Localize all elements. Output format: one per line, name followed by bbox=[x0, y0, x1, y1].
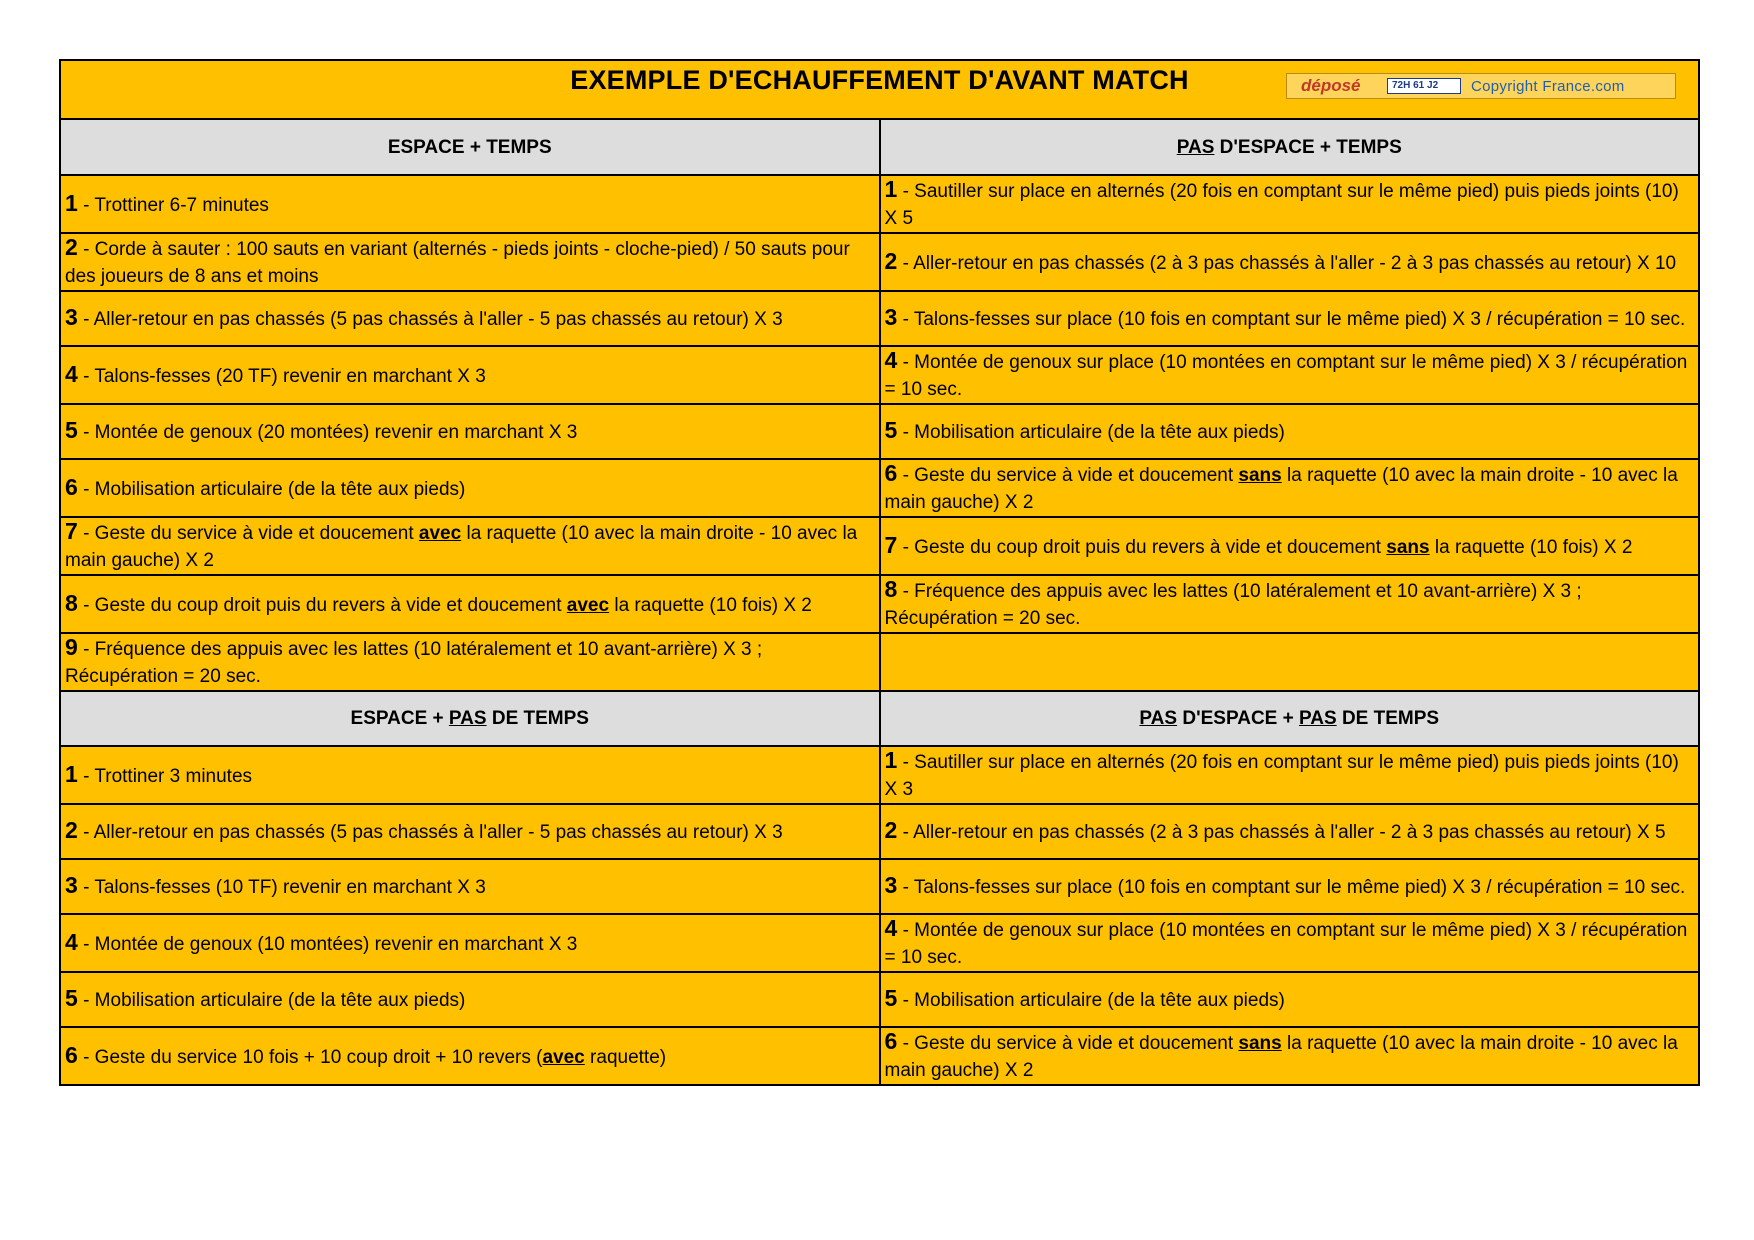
emphasis-avec: avec bbox=[418, 523, 462, 544]
item-number: 8 bbox=[65, 589, 78, 616]
item-text: - Geste du service 10 fois + 10 coup droit + 10 revers ( bbox=[77, 1046, 543, 1068]
item-text: - Sautiller sur place en alternés (20 fois en comptant sur le même pied) puis pieds joints (10) X 3 bbox=[884, 752, 1679, 800]
cell-right bbox=[880, 291, 1699, 346]
item-text: - Trottiner 3 minutes bbox=[77, 765, 253, 787]
item-text: - Montée de genoux sur place (10 montées en comptant sur le même pied) X 3 / récupération = 10 sec. bbox=[884, 920, 1688, 968]
emphasis-sans: sans bbox=[1386, 536, 1430, 558]
copyright-badge bbox=[1286, 73, 1676, 99]
item-number: 5 bbox=[884, 985, 898, 1011]
cell-left bbox=[61, 804, 880, 859]
header-pas-espace-pas-temps bbox=[880, 691, 1699, 746]
cell-left bbox=[61, 175, 880, 233]
item-number: 2 bbox=[65, 234, 78, 260]
section-header-row bbox=[61, 691, 1698, 746]
title-row bbox=[61, 61, 1698, 120]
item-number: 5 bbox=[65, 985, 78, 1011]
item-text: - Talons-fesses (20 TF) revenir en marchant X 3 bbox=[77, 365, 486, 387]
emphasis-sans: sans bbox=[1238, 465, 1282, 486]
cell-right bbox=[880, 175, 1699, 233]
cell-left bbox=[61, 459, 880, 517]
item-text: - Mobilisation articulaire (de la tête aux pieds) bbox=[77, 478, 466, 500]
cell-left bbox=[61, 291, 880, 346]
item-text: - Geste du coup droit puis du revers à vide et doucement bbox=[77, 594, 567, 616]
item-text: - Mobilisation articulaire (de la tête aux pieds) bbox=[77, 990, 466, 1011]
item-text: raquette) bbox=[584, 1046, 667, 1068]
cell-left bbox=[61, 859, 880, 914]
header-pas: PAS bbox=[1176, 136, 1215, 158]
cell-right bbox=[880, 404, 1699, 459]
cell-right bbox=[880, 859, 1699, 914]
badge-registration-code: 72H 61 J2 bbox=[1387, 78, 1461, 94]
item-number: 6 bbox=[65, 473, 78, 500]
cell-right bbox=[880, 233, 1699, 291]
item-text: - Aller-retour en pas chassés (2 à 3 pas chassés à l'aller - 2 à 3 pas chassés au retour) X 10 bbox=[897, 252, 1677, 274]
item-number: 7 bbox=[884, 531, 898, 558]
cell-left bbox=[61, 575, 880, 633]
header-pas: PAS bbox=[1139, 708, 1178, 729]
item-text: - Sautiller sur place en alternés (20 fois en comptant sur le même pied) puis pieds joints (10) X 5 bbox=[884, 181, 1679, 229]
cell-left bbox=[61, 746, 880, 804]
item-text: - Talons-fesses (10 TF) revenir en marchant X 3 bbox=[77, 877, 486, 898]
item-number: 6 bbox=[884, 1028, 898, 1054]
header-espace-temps bbox=[61, 120, 880, 175]
cell-right bbox=[880, 346, 1699, 404]
table-row bbox=[61, 291, 1698, 346]
badge-depose-label: déposé bbox=[1301, 76, 1361, 95]
item-number: 4 bbox=[65, 928, 78, 955]
cell-right bbox=[880, 972, 1699, 1027]
table-row bbox=[61, 633, 1698, 691]
section-header-row bbox=[61, 120, 1698, 175]
cell-left bbox=[61, 914, 880, 972]
table-row bbox=[61, 804, 1698, 859]
item-number: 5 bbox=[884, 417, 898, 443]
table-row bbox=[61, 346, 1698, 404]
item-number: 9 bbox=[65, 634, 78, 660]
item-text: - Aller-retour en pas chassés (2 à 3 pas chassés à l'aller - 2 à 3 pas chassés au retour) X 5 bbox=[897, 822, 1666, 843]
warmup-sheet bbox=[59, 59, 1700, 1086]
item-number: 1 bbox=[65, 760, 78, 787]
header-pas: PAS bbox=[448, 708, 487, 729]
item-text: la raquette (10 fois) X 2 bbox=[1429, 536, 1633, 558]
table-row bbox=[61, 233, 1698, 291]
item-text: - Montée de genoux sur place (10 montées en comptant sur le même pied) X 3 / récupération = 10 sec. bbox=[884, 352, 1688, 400]
page-title: EXEMPLE D'ECHAUFFEMENT D'AVANT MATCH bbox=[570, 65, 1189, 95]
item-number: 1 bbox=[884, 747, 898, 773]
item-text: - Corde à sauter : 100 sauts en variant (alternés - pieds joints - cloche-pied) / 50 sauts pour des joueurs de 8 ans et moins bbox=[65, 239, 850, 287]
cell-left bbox=[61, 633, 880, 691]
item-text: - Montée de genoux (10 montées) revenir en marchant X 3 bbox=[77, 933, 578, 955]
item-text: - Aller-retour en pas chassés (5 pas chassés à l'aller - 5 pas chassés au retour) X 3 bbox=[77, 822, 783, 843]
item-text: - Talons-fesses sur place (10 fois en comptant sur le même pied) X 3 / récupération = 10 sec. bbox=[897, 309, 1686, 330]
cell-right bbox=[880, 575, 1699, 633]
table-row bbox=[61, 859, 1698, 914]
item-number: 2 bbox=[884, 247, 898, 274]
header-text: D'ESPACE + TEMPS bbox=[1214, 136, 1402, 158]
header-pas: PAS bbox=[1299, 708, 1337, 729]
cell-right bbox=[880, 914, 1699, 972]
item-text: - Talons-fesses sur place (10 fois en comptant sur le même pied) X 3 / récupération = 10 sec. bbox=[897, 877, 1686, 898]
header-text: DE TEMPS bbox=[486, 708, 589, 729]
item-number: 3 bbox=[65, 304, 78, 330]
item-number: 3 bbox=[884, 872, 898, 898]
header-text: ESPACE + bbox=[350, 708, 449, 729]
item-number: 4 bbox=[884, 347, 898, 373]
cell-left bbox=[61, 517, 880, 575]
header-text: DE TEMPS bbox=[1336, 708, 1440, 729]
item-number: 4 bbox=[884, 915, 898, 941]
item-number: 6 bbox=[65, 1041, 78, 1068]
emphasis-sans: sans bbox=[1238, 1033, 1282, 1054]
cell-right bbox=[880, 459, 1699, 517]
item-text: - Geste du service à vide et doucement bbox=[77, 523, 419, 544]
warmup-table bbox=[61, 120, 1698, 1084]
item-text: - Geste du service à vide et doucement bbox=[897, 465, 1239, 486]
item-text: - Fréquence des appuis avec les lattes (10 latéralement et 10 avant-arrière) X 3 ; Récupération = 20 sec. bbox=[65, 639, 763, 687]
cell-right bbox=[880, 746, 1699, 804]
header-pas-espace-temps bbox=[880, 120, 1699, 175]
item-text: - Montée de genoux (20 montées) revenir en marchant X 3 bbox=[77, 422, 578, 443]
item-text: la raquette (10 avec la main droite - 10 avec la main gauche) X 2 bbox=[884, 1033, 1678, 1081]
cell-left bbox=[61, 233, 880, 291]
emphasis-avec: avec bbox=[566, 594, 610, 616]
item-text: la raquette (10 avec la main droite - 10 avec la main gauche) X 2 bbox=[884, 465, 1678, 513]
item-number: 7 bbox=[65, 518, 78, 544]
table-row bbox=[61, 575, 1698, 633]
item-number: 5 bbox=[65, 417, 78, 443]
emphasis-avec: avec bbox=[542, 1046, 585, 1068]
item-number: 4 bbox=[65, 360, 78, 387]
header-text: ESPACE + TEMPS bbox=[387, 136, 552, 158]
table-row bbox=[61, 914, 1698, 972]
item-number: 8 bbox=[884, 576, 898, 602]
table-row bbox=[61, 1027, 1698, 1084]
item-number: 2 bbox=[884, 817, 898, 843]
badge-copyright-text: Copyright France.com bbox=[1471, 77, 1625, 95]
item-text: - Geste du coup droit puis du revers à vide et doucement bbox=[897, 536, 1387, 558]
item-number: 1 bbox=[65, 189, 78, 216]
item-text: - Trottiner 6-7 minutes bbox=[77, 194, 269, 216]
cell-right-empty bbox=[880, 633, 1699, 691]
table-row bbox=[61, 404, 1698, 459]
item-text: la raquette (10 avec la main droite - 10 avec la main gauche) X 2 bbox=[65, 523, 858, 571]
table-row bbox=[61, 972, 1698, 1027]
table-row bbox=[61, 459, 1698, 517]
header-text: D'ESPACE + bbox=[1177, 708, 1299, 729]
cell-left bbox=[61, 972, 880, 1027]
item-number: 3 bbox=[884, 304, 898, 330]
item-text: - Mobilisation articulaire (de la tête aux pieds) bbox=[897, 990, 1285, 1011]
cell-left bbox=[61, 404, 880, 459]
item-text: - Aller-retour en pas chassés (5 pas chassés à l'aller - 5 pas chassés au retour) X 3 bbox=[77, 309, 783, 330]
cell-right bbox=[880, 517, 1699, 575]
cell-left bbox=[61, 346, 880, 404]
item-text: - Geste du service à vide et doucement bbox=[897, 1033, 1239, 1054]
item-number: 3 bbox=[65, 872, 78, 898]
item-text: - Fréquence des appuis avec les lattes (10 latéralement et 10 avant-arrière) X 3 ; Récupération = 20 sec. bbox=[884, 581, 1582, 629]
cell-right bbox=[880, 804, 1699, 859]
item-number: 1 bbox=[884, 176, 898, 202]
cell-right bbox=[880, 1027, 1699, 1084]
table-row bbox=[61, 517, 1698, 575]
item-text: - Mobilisation articulaire (de la tête aux pieds) bbox=[897, 422, 1285, 443]
table-row bbox=[61, 175, 1698, 233]
item-text: la raquette (10 fois) X 2 bbox=[609, 594, 812, 616]
item-number: 2 bbox=[65, 817, 78, 843]
table-row bbox=[61, 746, 1698, 804]
cell-left bbox=[61, 1027, 880, 1084]
item-number: 6 bbox=[884, 460, 898, 486]
header-espace-pas-temps bbox=[61, 691, 880, 746]
